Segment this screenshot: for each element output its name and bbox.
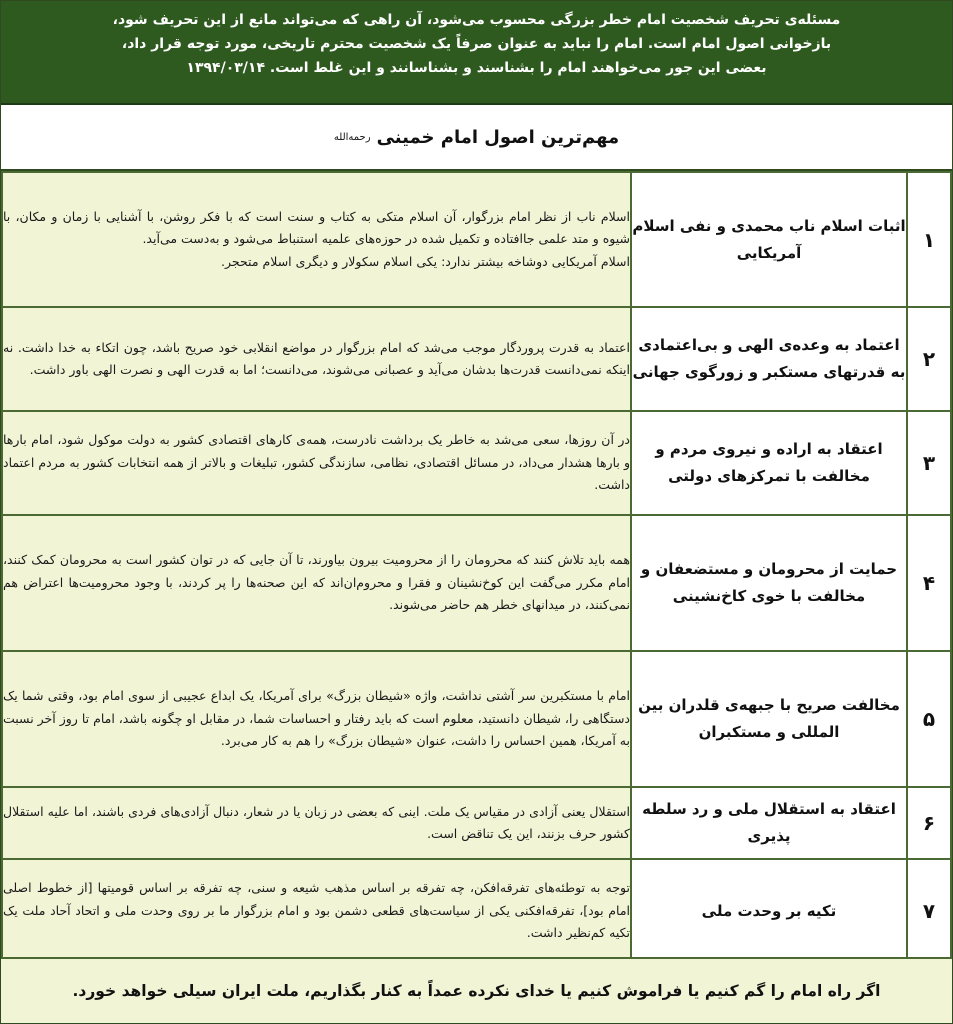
table-row [2,172,951,307]
title-honorific: رحمه‌الله [333,131,371,143]
principle-description [2,859,631,963]
principles-table [1,171,952,964]
principle-title: تکیه بر وحدت ملی [631,859,907,963]
principle-description [2,651,631,787]
table-row [2,515,951,651]
intro-quote [1,1,952,105]
table-row [2,787,951,859]
principle-title: اثبات اسلام ناب محمدی و نفی اسلام آمریکایی [631,172,907,307]
principle-title: مخالفت صریح با جبهه‌ی قلدران بین المللی و مستکبران [631,651,907,787]
row-number: ۴ [907,515,951,651]
row-number: ۶ [907,787,951,859]
title-text: مهم‌ترین اصول امام خمینی [376,126,620,148]
row-number: ۱ [907,172,951,307]
description-text: توجه به توطئه‌های تفرقه‌افکن، چه تفرقه بر اساس مذهب شیعه و سنی، چه تفرقه بر اساس قومیتها [از خطوط اصلی امام بود]، تفرقه‌افکنی یکی از سیاست‌های قطعی دشمن بود و امام بزرگوار ما بر روی وحدت ملی و اتحاد آحاد ملت یک تکیه کم‌نظیر داشت. [3,880,630,941]
intro-line-1: مسئله‌ی تحریف شخصیت امام خطر بزرگی محسوب می‌شود، آن راهی که می‌تواند مانع از این تحریف شود، [112,12,841,28]
principle-description [2,307,631,411]
principle-description [2,515,631,651]
table-row [2,651,951,787]
row-number: ۲ [907,307,951,411]
principle-title: اعتقاد به استقلال ملی و رد سلطه پذیری [631,787,907,859]
table-row [2,859,951,963]
description-text-extra: اسلام آمریکایی دوشاخه بیشتر ندارد: یکی اسلام سکولار و دیگری اسلام متحجر. [221,253,630,269]
principle-title: حمایت از محرومان و مستضعفان و مخالفت با خوی کاخ‌نشینی [631,515,907,651]
closing-quote [1,957,952,1023]
principle-description [2,172,631,307]
row-number: ۵ [907,651,951,787]
document-title [1,105,952,171]
row-number: ۷ [907,859,951,963]
row-number: ۳ [907,411,951,515]
description-text: امام با مستکبرین سر آشتی نداشت، واژه «شیطان بزرگ» برای آمریکا، یک ابداع عجیبی از سوی امام بود، وقتی شما یک دستگاهی را، شیطان دانستید، معلوم است که باید رفتار و احساسات شما، در مقابل او چگونه باشد، امام تا روز آخر نسبت به آمریکا، همین احساس را داشت، عنوان «شیطان بزرگ» را هم به کار می‌برد. [3,688,630,749]
description-text: اسلام ناب از نظر امام بزرگوار، آن اسلام متکی به کتاب و سنت است که با فکر روشن، با آشنایی با زمان و مکان، با شیوه و متد علمی جاافتاده و تکمیل شده در حوزه‌های علمیه استنباط می‌شود و به‌دست می‌آید. [3,208,630,247]
intro-line-2: بازخوانی اصول امام است. امام را نباید به عنوان صرفاً یک شخصیت محترم تاریخی، مورد توجه قرار داد، [121,36,832,52]
closing-quote-text: اگر راه امام را گم کنیم یا فراموش کنیم یا خدای نکرده عمداً به کنار بگذاریم، ملت ایران سیلی خواهد خورد. [72,982,881,1000]
principle-title: اعتقاد به اراده و نیروی مردم و مخالفت با تمرکزهای دولتی [631,411,907,515]
principle-description [2,411,631,515]
description-text: همه باید تلاش کنند که محرومان را از محرومیت بیرون بیاورند، تا آن جایی که در توان کشور است به محرومان کمک کنند، امام مکرر می‌گفت این کوخ‌نشینان و فقرا و محروم‌ان‌اند که این صحنه‌ها را پر کردند، با وجود محرومیت‌ها اعتراض هم نمی‌کنند، در میدانهای خطر هم حاضر می‌شوند. [3,552,630,613]
principle-description [2,787,631,859]
table-row [2,411,951,515]
description-text: استقلال یعنی آزادی در مقیاس یک ملت. اینی که بعضی در زبان یا در شعار، دنبال آزادی‌های فردی باشند، اما علیه استقلال کشور حرف بزنند، این یک تناقض است. [3,803,630,841]
intro-line-3: بعضی این جور می‌خواهند امام را بشناسند و بشناسانند و این غلط است. ۱۳۹۴/۰۳/۱۴ [186,60,767,76]
description-text: اعتماد به قدرت پروردگار موجب می‌شد که امام بزرگوار در مواضع انقلابی خود صریح باشد، چون اتکاء به خدا داشت. نه اینکه نمی‌دانست قدرت‌ها بدشان می‌آید و عصبانی می‌شوند، می‌دانست؛ اما به قدرت الهی و نصرت الهی باور داشت. [3,339,630,377]
table-row [2,307,951,411]
description-text: در آن روزها، سعی می‌شد به خاطر یک برداشت نادرست، همه‌ی کارهای اقتصادی کشور به دولت موکول شود، امام بارها و بارها هشدار می‌داد، در مسائل اقتصادی، نظامی، سازندگی کشور، تبلیغات و بالاتر از همه انتخابات کشور به مردم اعتماد داشت. [3,432,630,493]
principle-title: اعتماد به وعده‌ی الهی و بی‌اعتمادی به قدرتهای مستکبر و زورگوی جهانی [631,307,907,411]
